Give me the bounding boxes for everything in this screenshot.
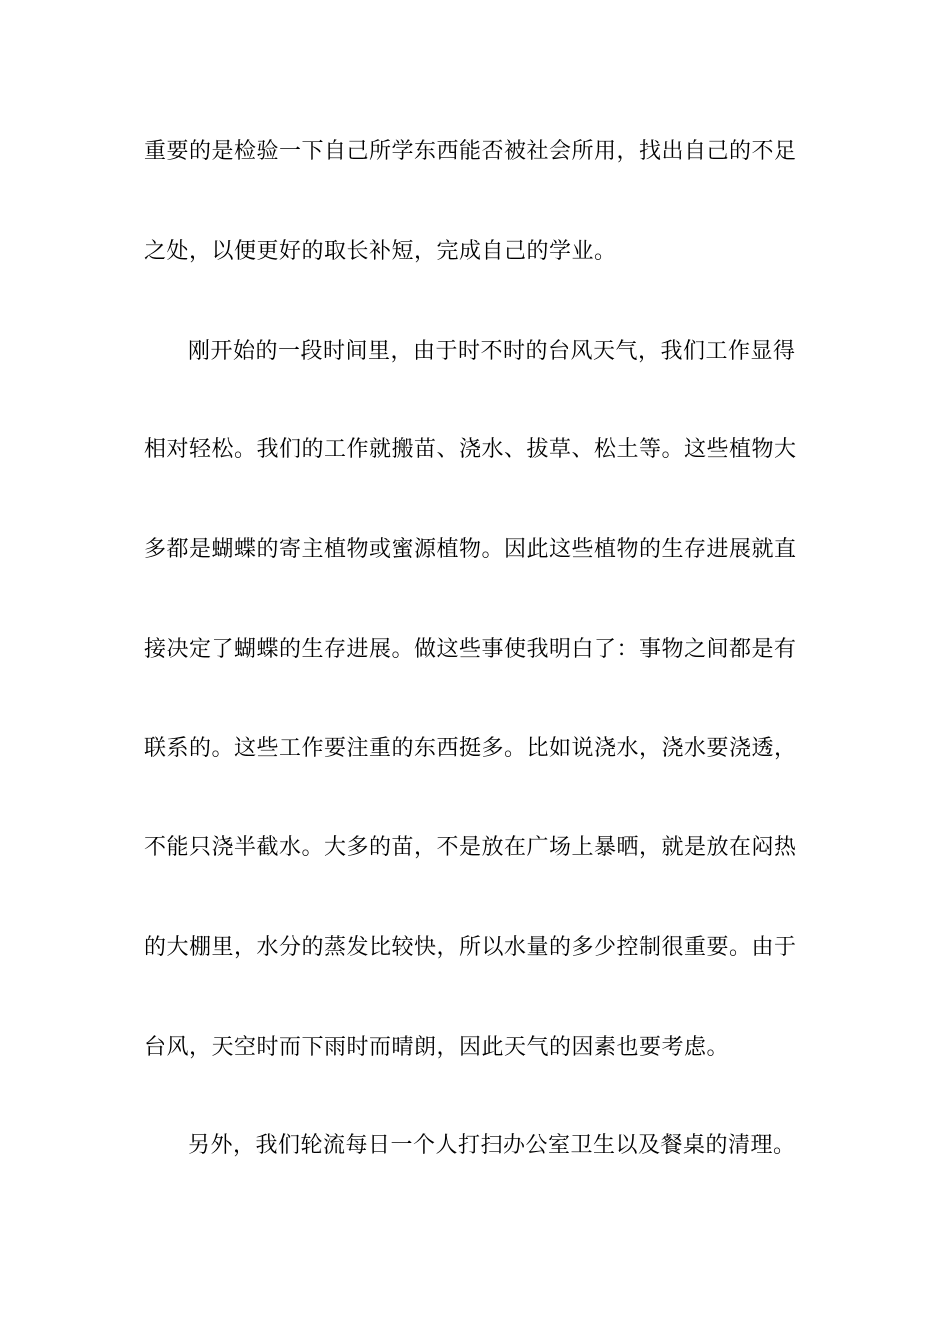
text-line: 接决定了蝴蝶的生存进展。做这些事使我明白了：事物之间都是有 bbox=[144, 637, 797, 662]
text-line: 多都是蝴蝶的寄主植物或蜜源植物。因此这些植物的生存进展就直 bbox=[144, 537, 797, 562]
text-line: 联系的。这些工作要注重的东西挺多。比如说浇水，浇水要浇透， bbox=[144, 736, 797, 761]
text-line: 台风，天空时而下雨时而晴朗，因此天气的因素也要考虑。 bbox=[144, 1035, 730, 1060]
paragraph-first-line: 刚开始的一段时间里，由于时不时的台风天气，我们工作显得 bbox=[188, 339, 796, 364]
text-line: 重要的是检验一下自己所学东西能否被社会所用，找出自己的不足 bbox=[144, 139, 797, 164]
text-line: 的大棚里，水分的蒸发比较快，所以水量的多少控制很重要。由于 bbox=[144, 935, 797, 960]
paragraph-first-line: 另外，我们轮流每日一个人打扫办公室卫生以及餐桌的清理。 bbox=[188, 1133, 796, 1158]
text-line: 相对轻松。我们的工作就搬苗、浇水、拔草、松土等。这些植物大 bbox=[144, 437, 797, 462]
text-line: 之处，以便更好的取长补短，完成自己的学业。 bbox=[144, 239, 617, 264]
text-line: 不能只浇半截水。大多的苗，不是放在广场上暴晒，就是放在闷热 bbox=[144, 835, 797, 860]
